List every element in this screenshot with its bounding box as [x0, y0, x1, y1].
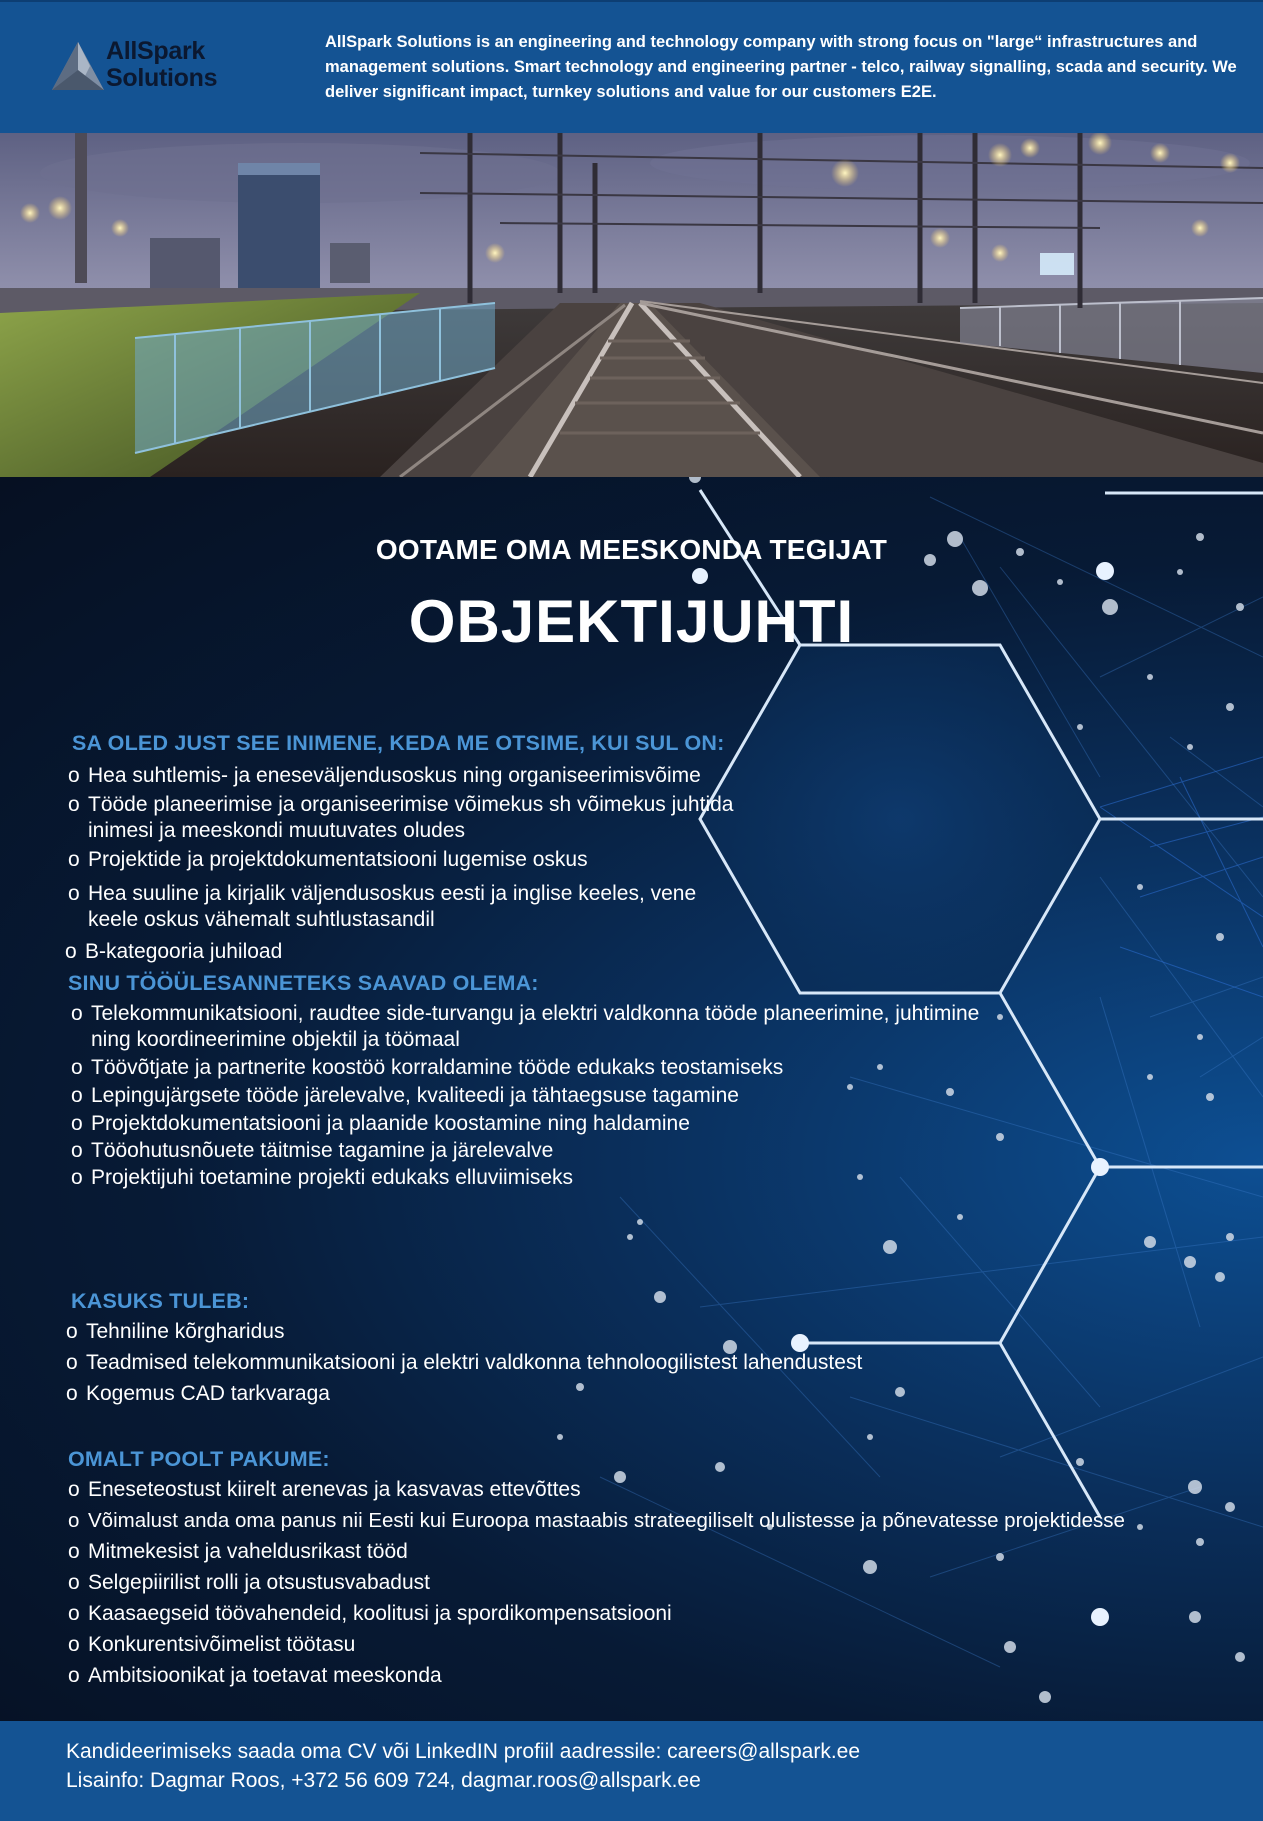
section-heading-profile: SA OLED JUST SEE INIMENE, KEDA ME OTSIME, KUI SUL ON:	[72, 731, 725, 755]
bullet: o	[68, 1509, 80, 1532]
list-item	[68, 1663, 1258, 1689]
contact-info: Lisainfo: Dagmar Roos, +372 56 609 724, dagmar.roos@allspark.ee	[66, 1769, 701, 1792]
list-item	[65, 939, 888, 965]
logo-line1: AllSpark	[106, 37, 206, 65]
list-item-text: Kaasaegseid töövahendeid, koolitusi ja spordikompensatsiooni	[88, 1602, 672, 1625]
company-intro: AllSpark Solutions is an engineering and technology company with strong focus on "large“ infrastructures and management solutions. Smart technology and engineering partner - telco, railway signalling, scada and security. We deliver significant impact, turnkey solutions and value for our customers E2E.	[325, 33, 1237, 101]
railway-photo	[0, 133, 1263, 477]
list-item	[71, 1083, 1001, 1109]
list-item	[71, 1055, 1001, 1081]
list-item	[68, 763, 888, 789]
list-item-text: Selgepiirilist rolli ja otsustusvabadust	[88, 1571, 430, 1594]
list-item-text: B-kategooria juhiload	[85, 940, 283, 963]
list-item-text: Hea suuline ja kirjalik väljendusoskus eesti ja inglise keeles, vene keele oskus vähemalt suhtlustasandil	[88, 882, 697, 931]
list-item	[68, 1570, 1258, 1596]
section-heading-advantages: KASUKS TULEB:	[71, 1289, 250, 1313]
list-item-text: Mitmekesist ja vaheldusrikast tööd	[88, 1540, 408, 1563]
list-item-text: Hea suhtlemis- ja eneseväljendusoskus ning organiseerimisvõime	[88, 764, 701, 787]
bullet: o	[71, 1002, 83, 1025]
list-item-text: Projektide ja projektdokumentatsiooni lugemise oskus	[88, 848, 588, 871]
bullet: o	[68, 1602, 80, 1625]
bullet: o	[68, 882, 80, 905]
list-item-text: Töövõtjate ja partnerite koostöö korraldamine tööde edukaks teostamiseks	[91, 1056, 784, 1079]
list-item	[71, 1111, 1001, 1137]
list-item-text: Telekommunikatsiooni, raudtee side-turvangu ja elektri valdkonna tööde planeerimine, juhtimine ning koordineerimine objektil ja töömaal	[91, 1002, 980, 1051]
list-item	[68, 1539, 1258, 1565]
list-item-text: Kogemus CAD tarkvaraga	[86, 1382, 330, 1405]
bullet: o	[71, 1139, 83, 1162]
list-item-text: Ambitsioonikat ja toetavat meeskonda	[88, 1664, 442, 1687]
list-item-text: Lepingujärgsete tööde järelevalve, kvaliteedi ja tähtaegsuse tagamine	[91, 1084, 739, 1107]
section-heading-offer: OMALT POOLT PAKUME:	[68, 1447, 330, 1471]
list-item	[66, 1319, 1026, 1345]
job-subtitle: OOTAME OMA MEESKONDA TEGIJAT	[375, 534, 888, 565]
list-item-text: Tehniline kõrgharidus	[86, 1320, 285, 1343]
apply-instructions: Kandideerimiseks saada oma CV või LinkedIN profiil aadressile: careers@allspark.ee	[66, 1740, 861, 1763]
bullet: o	[68, 793, 80, 816]
list-item	[66, 1350, 1026, 1376]
bullet: o	[68, 1571, 80, 1594]
contact-footer	[0, 1721, 1263, 1821]
list-item-text: Projektijuhi toetamine projekti edukaks elluviimiseks	[91, 1166, 574, 1189]
logo-line2: Solutions	[106, 64, 218, 92]
bullet: o	[68, 1540, 80, 1563]
job-title: OBJEKTIJUHTI	[408, 588, 855, 655]
list-item-text: Projektdokumentatsiooni ja plaanide koostamine ning haldamine	[91, 1112, 690, 1135]
bullet: o	[71, 1084, 83, 1107]
list-item-text: Tööohutusnõuete täitmise tagamine ja järelevalve	[91, 1139, 554, 1162]
bullet: o	[68, 1664, 80, 1687]
logo-wordmark	[106, 38, 217, 92]
list-item	[68, 792, 788, 844]
tasks-list	[71, 1001, 1001, 1191]
list-item	[66, 1381, 1026, 1407]
list-item	[68, 1632, 1258, 1658]
bullet: o	[68, 764, 80, 787]
list-item	[71, 1165, 1001, 1191]
offer-list	[68, 1477, 1258, 1689]
list-item-text: Eneseteostust kiirelt arenevas ja kasvavas ettevõttes	[88, 1478, 581, 1501]
bullet: o	[71, 1112, 83, 1135]
bullet: o	[71, 1166, 83, 1189]
list-item	[71, 1001, 1001, 1053]
list-item-text: Teadmised telekommunikatsiooni ja elektri valdkonna tehnoloogilistest lahendustest	[86, 1351, 863, 1374]
bullet: o	[68, 1478, 80, 1501]
header-banner	[0, 0, 1263, 133]
logo-triangle-icon	[50, 40, 106, 92]
list-item	[68, 847, 888, 873]
advantages-list	[66, 1319, 1026, 1407]
company-logo	[50, 38, 240, 98]
bullet: o	[68, 1633, 80, 1656]
bullet: o	[71, 1056, 83, 1079]
bullet: o	[68, 848, 80, 871]
list-item-text: Võimalust anda oma panus nii Eesti kui Euroopa mastaabis strateegiliselt olulistesse ja põnevatesse projektidesse	[88, 1509, 1125, 1532]
bullet: o	[66, 1320, 78, 1343]
section-heading-tasks: SINU TÖÖÜLESANNETEKS SAAVAD OLEMA:	[68, 971, 539, 995]
bullet: o	[66, 1351, 78, 1374]
list-item	[68, 1508, 1258, 1534]
list-item-text: Konkurentsivõimelist töötasu	[88, 1633, 356, 1656]
bullet: o	[65, 940, 77, 963]
profile-list	[65, 763, 888, 965]
bullet: o	[66, 1382, 78, 1405]
list-item	[68, 1601, 1258, 1627]
list-item	[68, 1477, 1258, 1503]
list-item	[71, 1138, 1001, 1164]
list-item-text: Tööde planeerimise ja organiseerimise võimekus sh võimekus juhtida inimesi ja meeskondi muutuvates oludes	[88, 793, 734, 842]
list-item	[68, 881, 708, 933]
job-ad-body	[0, 477, 1263, 1721]
